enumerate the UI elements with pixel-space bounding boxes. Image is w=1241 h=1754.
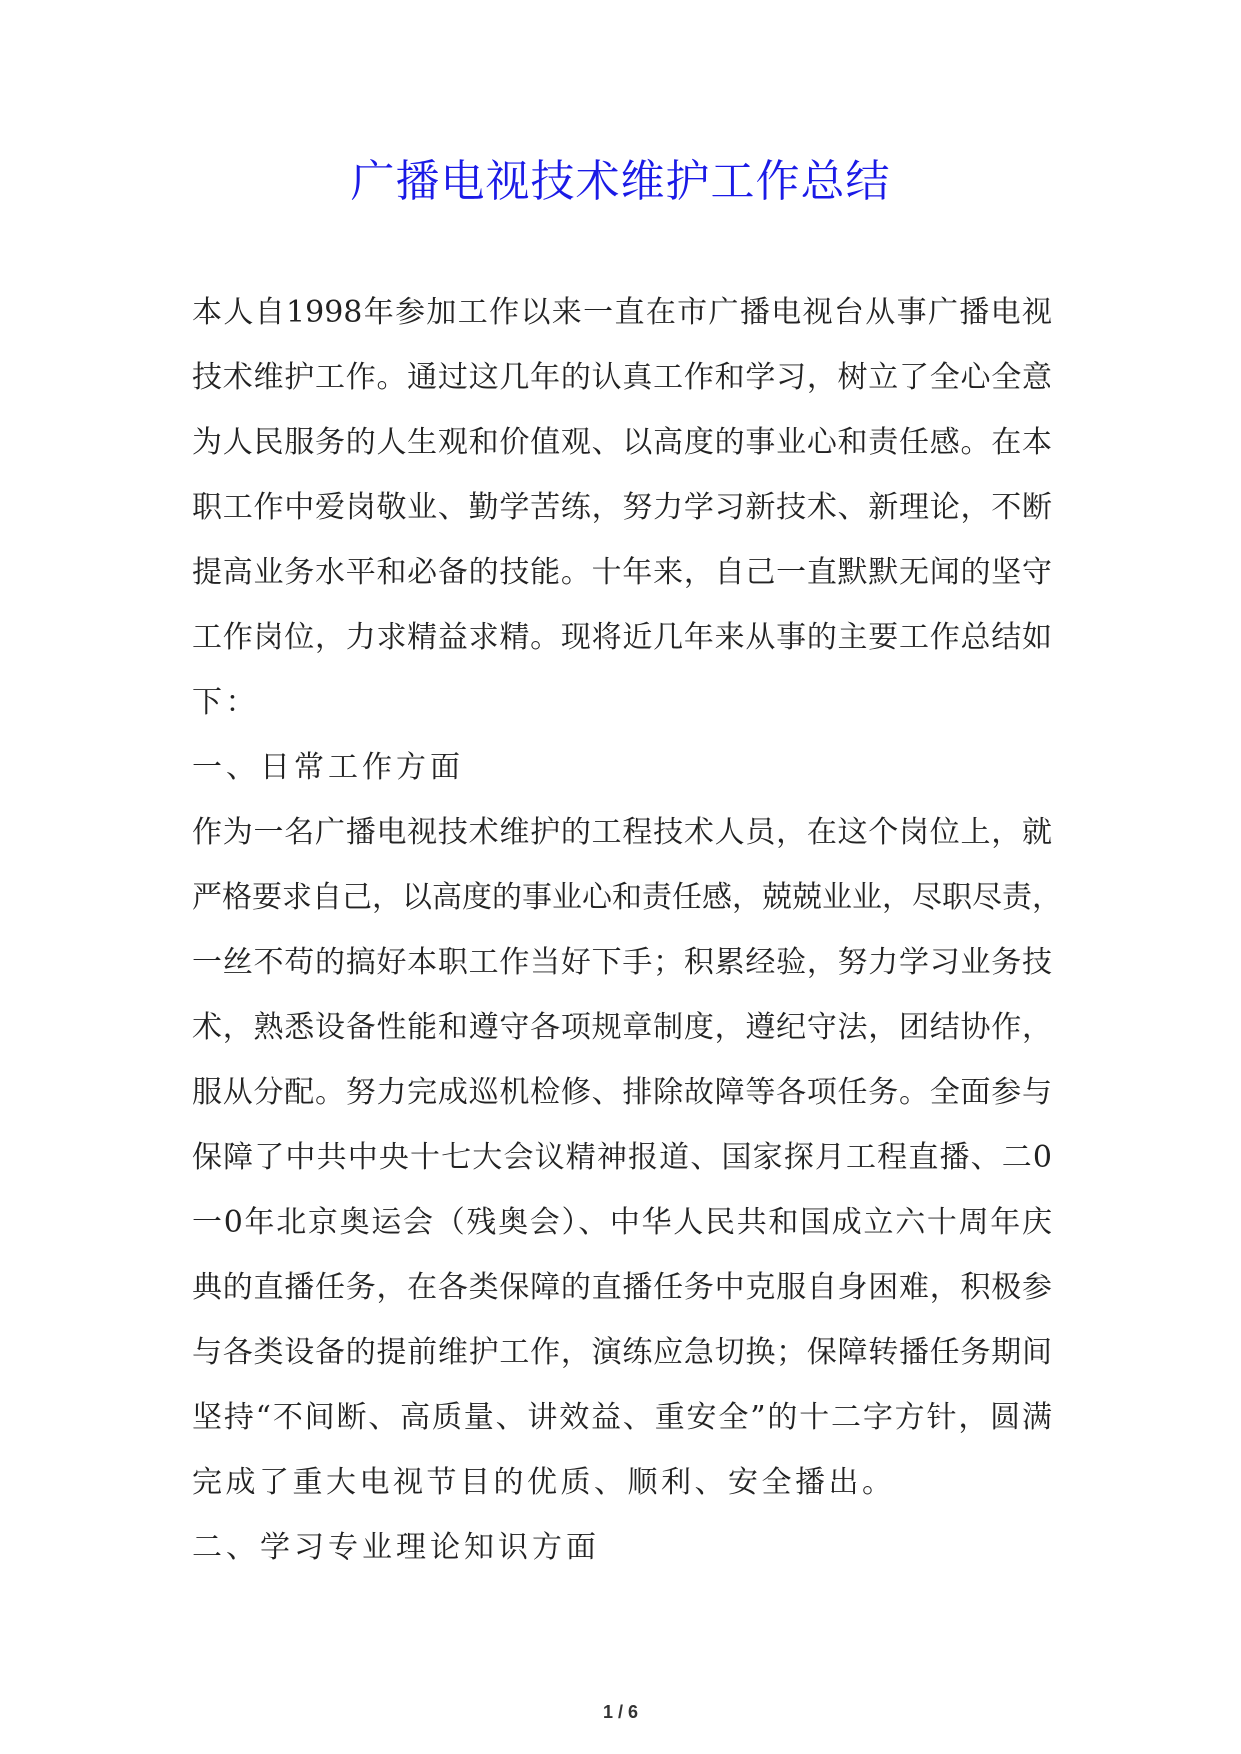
paragraph-line: 一丝不苟的搞好本职工作当好下手；积累经验，努力学习业务技: [192, 945, 1052, 980]
paragraph-line: 工作岗位，力求精益求精。现将近几年来从事的主要工作总结如: [192, 620, 1052, 655]
page-number: 1 / 6: [602, 1702, 639, 1722]
paragraph-line: 坚持“不间断、高质量、讲效益、重安全”的十二字方针，圆满: [192, 1400, 1052, 1435]
paragraph-line: 作为一名广播电视技术维护的工程技术人员，在这个岗位上，就: [192, 815, 1052, 850]
section-heading: 二、学习专业理论知识方面: [192, 1530, 600, 1565]
paragraph-line: 本人自1998年参加工作以来一直在市广播电视台从事广播电视: [192, 295, 1052, 330]
paragraph-line: 术，熟悉设备性能和遵守各项规章制度，遵纪守法，团结协作，: [192, 1010, 1052, 1045]
paragraph-line: 为人民服务的人生观和价值观、以高度的事业心和责任感。在本: [192, 425, 1052, 460]
paragraph-line: 一0年北京奥运会（残奥会）、中华人民共和国成立六十周年庆: [192, 1205, 1052, 1240]
document-body: [192, 280, 1062, 1580]
paragraph-line: 保障了中共中央十七大会议精神报道、国家探月工程直播、二0: [192, 1140, 1052, 1175]
paragraph-line: 完成了重大电视节目的优质、顺利、安全播出。: [192, 1465, 896, 1500]
paragraph-line: 下：: [192, 685, 259, 720]
paragraph-line: 与各类设备的提前维护工作，演练应急切换；保障转播任务期间: [192, 1335, 1052, 1370]
document-title: 广播电视技术维护工作总结: [350, 156, 891, 207]
paragraph-line: 技术维护工作。通过这几年的认真工作和学习，树立了全心全意: [192, 360, 1052, 395]
paragraph-line: 典的直播任务，在各类保障的直播任务中克服自身困难，积极参: [192, 1270, 1052, 1305]
section-heading: 一、日常工作方面: [192, 750, 464, 785]
paragraph-line: 严格要求自己，以高度的事业心和责任感，兢兢业业，尽职尽责，: [192, 880, 1062, 915]
paragraph-line: 提高业务水平和必备的技能。十年来，自己一直默默无闻的坚守: [192, 555, 1052, 590]
paragraph-line: 职工作中爱岗敬业、勤学苦练，努力学习新技术、新理论，不断: [192, 490, 1052, 525]
paragraph-line: 服从分配。努力完成巡机检修、排除故障等各项任务。全面参与: [192, 1075, 1052, 1110]
